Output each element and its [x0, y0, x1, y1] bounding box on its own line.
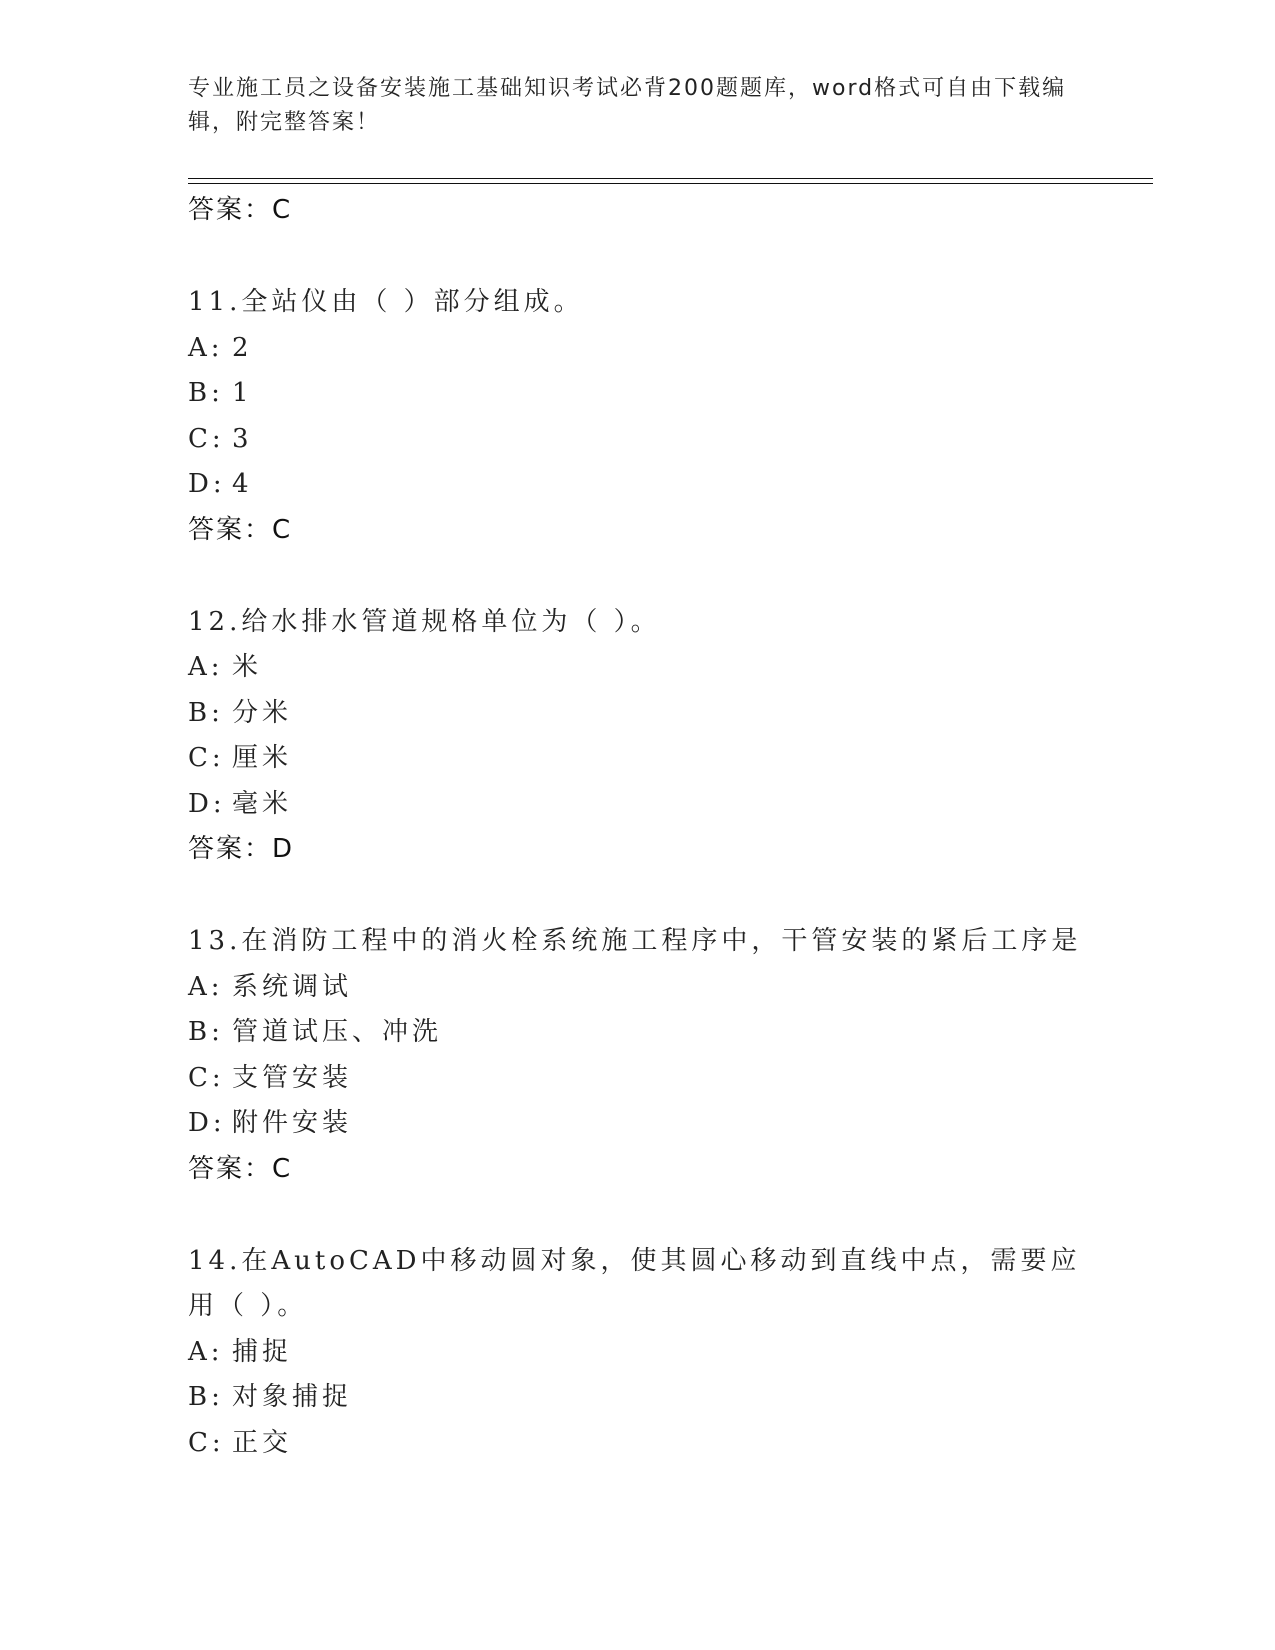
option-b [188, 1010, 1088, 1056]
option-label: C: [188, 1427, 225, 1458]
option-c [188, 417, 1088, 463]
option-a [188, 965, 1088, 1011]
option-text: 3 [232, 423, 253, 454]
option-c [188, 1421, 1088, 1467]
option-label: A: [188, 652, 224, 682]
option-label: B: [188, 1017, 224, 1047]
question-text: 11.全站仪由（ ）部分组成。 [188, 287, 584, 317]
header-rule-bottom [188, 183, 1153, 184]
answer-line: 答案：C [188, 195, 293, 225]
option-d [188, 782, 1088, 828]
option-a [188, 645, 1088, 691]
answer-line: 答案：C [188, 1153, 293, 1184]
question-text: 13.在消防工程中的消火栓系统施工程序中，干管安装的紧后工序是 [188, 926, 1082, 956]
option-text: 1 [232, 378, 253, 408]
option-label: C: [188, 423, 225, 454]
option-text: 捕捉 [232, 1336, 293, 1367]
option-c [188, 736, 1088, 782]
option-text: 系统调试 [232, 971, 353, 1002]
option-d [188, 462, 1088, 508]
option-label: C: [188, 1062, 225, 1093]
option-text: 4 [232, 469, 253, 499]
question-text: 14.在AutoCAD中移动圆对象，使其圆心移动到直线中点，需要应用（ ）。 [188, 1245, 1081, 1321]
option-text: 管道试压、冲洗 [232, 1017, 443, 1047]
option-label: D: [188, 1108, 226, 1138]
option-text: 毫米 [232, 788, 293, 819]
question-block [188, 919, 1088, 1192]
option-label: A: [188, 1336, 224, 1367]
option-b [188, 371, 1088, 417]
option-label: D: [188, 788, 226, 819]
option-c [188, 1056, 1088, 1102]
option-text: 分米 [232, 697, 293, 728]
option-b [188, 1375, 1088, 1421]
option-label: D: [188, 469, 226, 499]
question-block [188, 600, 1088, 873]
option-label: A: [188, 971, 224, 1002]
question-text: 12.给水排水管道规格单位为（ ）。 [188, 606, 661, 637]
option-text: 对象捕捉 [232, 1382, 353, 1412]
option-label: B: [188, 697, 224, 728]
option-text: 附件安装 [232, 1108, 353, 1138]
header-rule-top [188, 178, 1153, 179]
option-b [188, 691, 1088, 737]
option-label: A: [188, 332, 224, 363]
option-label: B: [188, 378, 224, 408]
option-text: 厘米 [232, 743, 293, 773]
option-text: 米 [232, 652, 263, 682]
option-a [188, 1330, 1088, 1376]
document-header: 专业施工员之设备安装施工基础知识考试必背200题题库，word格式可自由下载编辑，附完整答案！ [188, 76, 1067, 135]
option-label: C: [188, 743, 225, 773]
option-a [188, 326, 1088, 372]
option-text: 正交 [232, 1427, 293, 1458]
question-block [188, 280, 1088, 553]
option-text: 2 [232, 332, 253, 363]
answer-line: 答案：C [188, 514, 293, 545]
option-text: 支管安装 [232, 1062, 353, 1093]
question-list [188, 188, 1088, 1466]
option-label: B: [188, 1382, 224, 1412]
answer-line: 答案：D [188, 834, 295, 864]
option-d [188, 1101, 1088, 1147]
question-block [188, 1239, 1088, 1467]
